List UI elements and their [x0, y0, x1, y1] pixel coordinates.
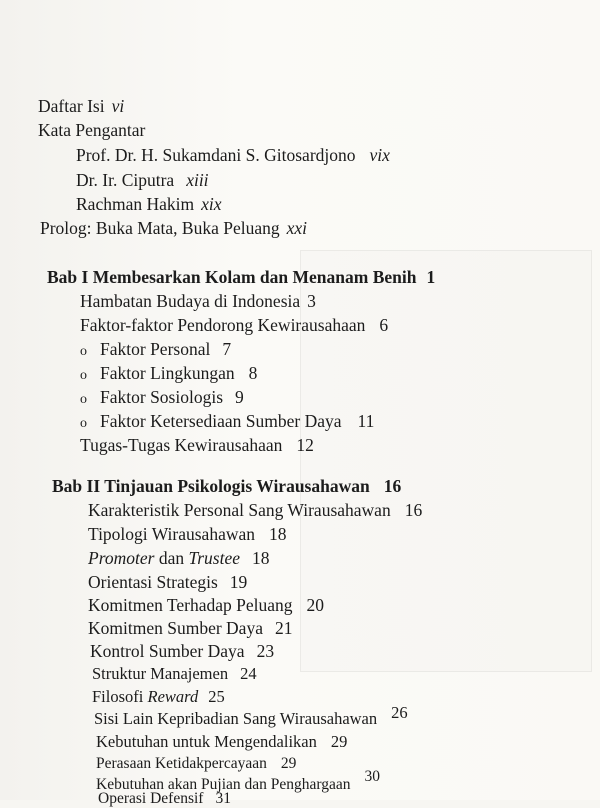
page-number: 26 — [391, 703, 408, 722]
toc-entry[interactable]: Kebutuhan akan Pujian dan Penghargaan 30 — [96, 768, 381, 793]
toc-entry[interactable]: Kebutuhan untuk Mengendalikan 29 — [96, 732, 348, 751]
page-number: 18 — [269, 524, 287, 544]
toc-entry[interactable]: Komitmen Sumber Daya 21 — [88, 618, 293, 638]
page-number: 21 — [274, 618, 293, 638]
chapter-heading-bab-2[interactable]: Bab II Tinjauan Psikologis Wirausahawan 16 — [52, 476, 402, 496]
toc-entry[interactable]: Orientasi Strategis 19 — [88, 572, 248, 592]
toc-entry[interactable]: Karakteristik Personal Sang Wirausahawan 16 — [88, 500, 423, 520]
page-number: 16 — [404, 500, 423, 520]
page-number: 7 — [222, 339, 232, 359]
toc-entry[interactable]: Hambatan Budaya di Indonesia 3 — [80, 291, 316, 311]
page-number: vix — [369, 145, 390, 165]
page-number: 29 — [330, 732, 348, 751]
page-number: 20 — [306, 595, 325, 615]
page-number: 18 — [252, 548, 270, 568]
toc-entry[interactable]: o Faktor Sosiologis 9 — [80, 386, 244, 411]
page-number: xxi — [286, 218, 308, 238]
bullet-icon: o — [80, 344, 87, 359]
toc-entry[interactable]: Promoter dan Trustee 18 — [88, 548, 270, 568]
toc-entry-daftar-isi[interactable]: Daftar Isi vi — [38, 96, 125, 116]
toc-entry[interactable]: Perasaan Ketidakpercayaan 29 — [96, 755, 297, 772]
toc-entry[interactable]: o Faktor Lingkungan 8 — [80, 362, 257, 387]
page-number: 12 — [296, 435, 314, 455]
page-number: vi — [111, 96, 125, 116]
toc-entry-rachman-hakim[interactable]: Rachman Hakim xix — [76, 194, 222, 214]
toc-entry[interactable]: Sisi Lain Kepribadian Sang Wirausahawan 26 — [94, 703, 408, 728]
toc-entry[interactable]: Kontrol Sumber Daya 23 — [90, 641, 275, 661]
chapter-heading-bab-1[interactable]: Bab I Membesarkan Kolam dan Menanam Benih 1 — [47, 267, 436, 287]
toc-entry[interactable]: Struktur Manajemen 24 — [92, 664, 257, 683]
page-number: 23 — [256, 641, 275, 661]
page-number: 6 — [379, 315, 389, 335]
toc-entry-sukamdani[interactable]: Prof. Dr. H. Sukamdani S. Gitosardjono vix — [76, 145, 390, 165]
page-number: 29 — [280, 755, 297, 772]
toc-entry[interactable]: Tugas-Tugas Kewirausahaan 12 — [80, 435, 314, 455]
toc-entry[interactable]: Faktor-faktor Pendorong Kewirausahaan 6 — [80, 315, 389, 335]
page-number: 24 — [240, 664, 257, 683]
toc-entry[interactable]: Tipologi Wirausahawan 18 — [88, 524, 287, 544]
toc-entry-prolog[interactable]: Prolog: Buka Mata, Buka Peluang xxi — [40, 218, 308, 238]
page-number: 31 — [215, 790, 231, 807]
page-number: 19 — [229, 572, 248, 592]
page-number: 25 — [208, 687, 225, 706]
page-number: 16 — [383, 476, 402, 496]
page-number: 11 — [357, 411, 375, 431]
toc-entry-kata-pengantar[interactable]: Kata Pengantar — [38, 120, 146, 140]
page-number: 1 — [426, 267, 436, 287]
toc-entry-ciputra[interactable]: Dr. Ir. Ciputra xiii — [76, 170, 209, 190]
bullet-icon: o — [80, 392, 87, 407]
page-number: 30 — [364, 768, 381, 785]
toc-entry[interactable]: Operasi Defensif 31 — [98, 790, 231, 807]
page-number: xix — [201, 194, 222, 214]
page-number: xiii — [186, 170, 209, 190]
page-number: 3 — [307, 291, 316, 311]
toc-entry[interactable]: o Faktor Personal 7 — [80, 338, 231, 363]
toc-entry[interactable]: Filosofi Reward 25 — [92, 687, 225, 706]
bullet-icon: o — [80, 368, 87, 383]
page-number: 9 — [235, 387, 244, 407]
bullet-icon: o — [80, 416, 87, 431]
toc-entry[interactable]: o Faktor Ketersediaan Sumber Daya 11 — [80, 410, 374, 435]
page-number: 8 — [248, 363, 258, 383]
toc-entry[interactable]: Komitmen Terhadap Peluang 20 — [88, 595, 325, 615]
